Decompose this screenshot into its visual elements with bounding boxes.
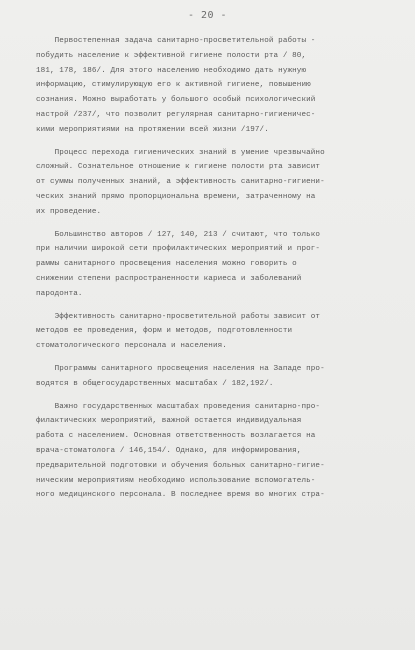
paragraph [36,146,386,220]
text-line: Процесс перехода гигиенических знаний в умение чрезвычайно [36,148,325,157]
text-line: Эффективность санитарно-просветительной работы зависит от [36,312,321,321]
text-line: побудить население к эффективной гигиене полости рта / 80, [36,51,307,60]
text-line: Программы санитарного просвещения населения на Западе про- [36,364,325,373]
text-line: ного медицинского персонала. В последнее время во многих стра- [36,491,325,500]
text-line: снижении степени распространенности кариеса и заболеваний [36,274,302,283]
paragraph-gap [36,302,386,310]
text-line: предварительной подготовки и обучения больных санитарно-гигие- [36,461,325,470]
text-line: раммы санитарного просвещения населения можно говорить о [36,260,297,269]
text-line: ническим мероприятиям необходимо использование вспомогатель- [36,476,316,485]
paragraph [36,400,386,504]
text-line: от суммы полученных знаний, а эффективность санитарно-гигиени- [36,178,325,187]
text-line: сознания. Можно выработать у большого особый психологический [36,96,316,105]
text-line: Важно государственных масштабах проведения санитарно-про- [36,402,321,411]
text-line: 181, 178, 186/. Для этого населению необходимо дать нужную [36,66,307,75]
page-number: - 20 - [187,10,228,21]
text-line: врача-стоматолога / 146,154/. Однако, для информирования, [36,446,302,455]
document-body [36,34,386,503]
text-line: их проведение. [36,207,102,216]
text-line: стоматологического персонала и населения. [36,342,227,351]
text-line: информацию, стимулирующую его к активной гигиене, повышению [36,81,311,90]
text-line: сложный. Сознательное отношение к гигиене полости рта зависит [36,163,321,172]
text-line: пародонта. [36,289,83,298]
text-line: ческих знаний прямо пропорциональна времени, затраченному на [36,192,316,201]
paragraph [36,362,386,392]
text-line: работа с населением. Основная ответственность возлагается на [36,432,316,441]
text-line: кими мероприятиями на протяжении всей жизни /197/. [36,125,269,134]
text-line: водятся в общегосударственных масштабах / 182,192/. [36,379,274,388]
paragraph [36,34,386,138]
paragraph [36,310,386,354]
text-line: филактических мероприятий, важной остается индивидуальная [36,417,302,426]
text-line: при наличии широкой сети профилактических мероприятий и прог- [36,245,321,254]
text-line: настрой /237/, что позволит регулярная санитарно-гигиеничес- [36,110,316,119]
paragraph-gap [36,220,386,228]
text-line: методов ее проведения, форм и методов, подготовленности [36,327,293,336]
paragraph-gap [36,138,386,146]
paragraph [36,228,386,302]
text-line: Первостепенная задача санитарно-просветительной работы - [36,37,316,45]
text-line: Большинство авторов / 127, 140, 213 / считают, что только [36,230,321,239]
paragraph-gap [36,392,386,400]
paragraph-gap [36,354,386,362]
